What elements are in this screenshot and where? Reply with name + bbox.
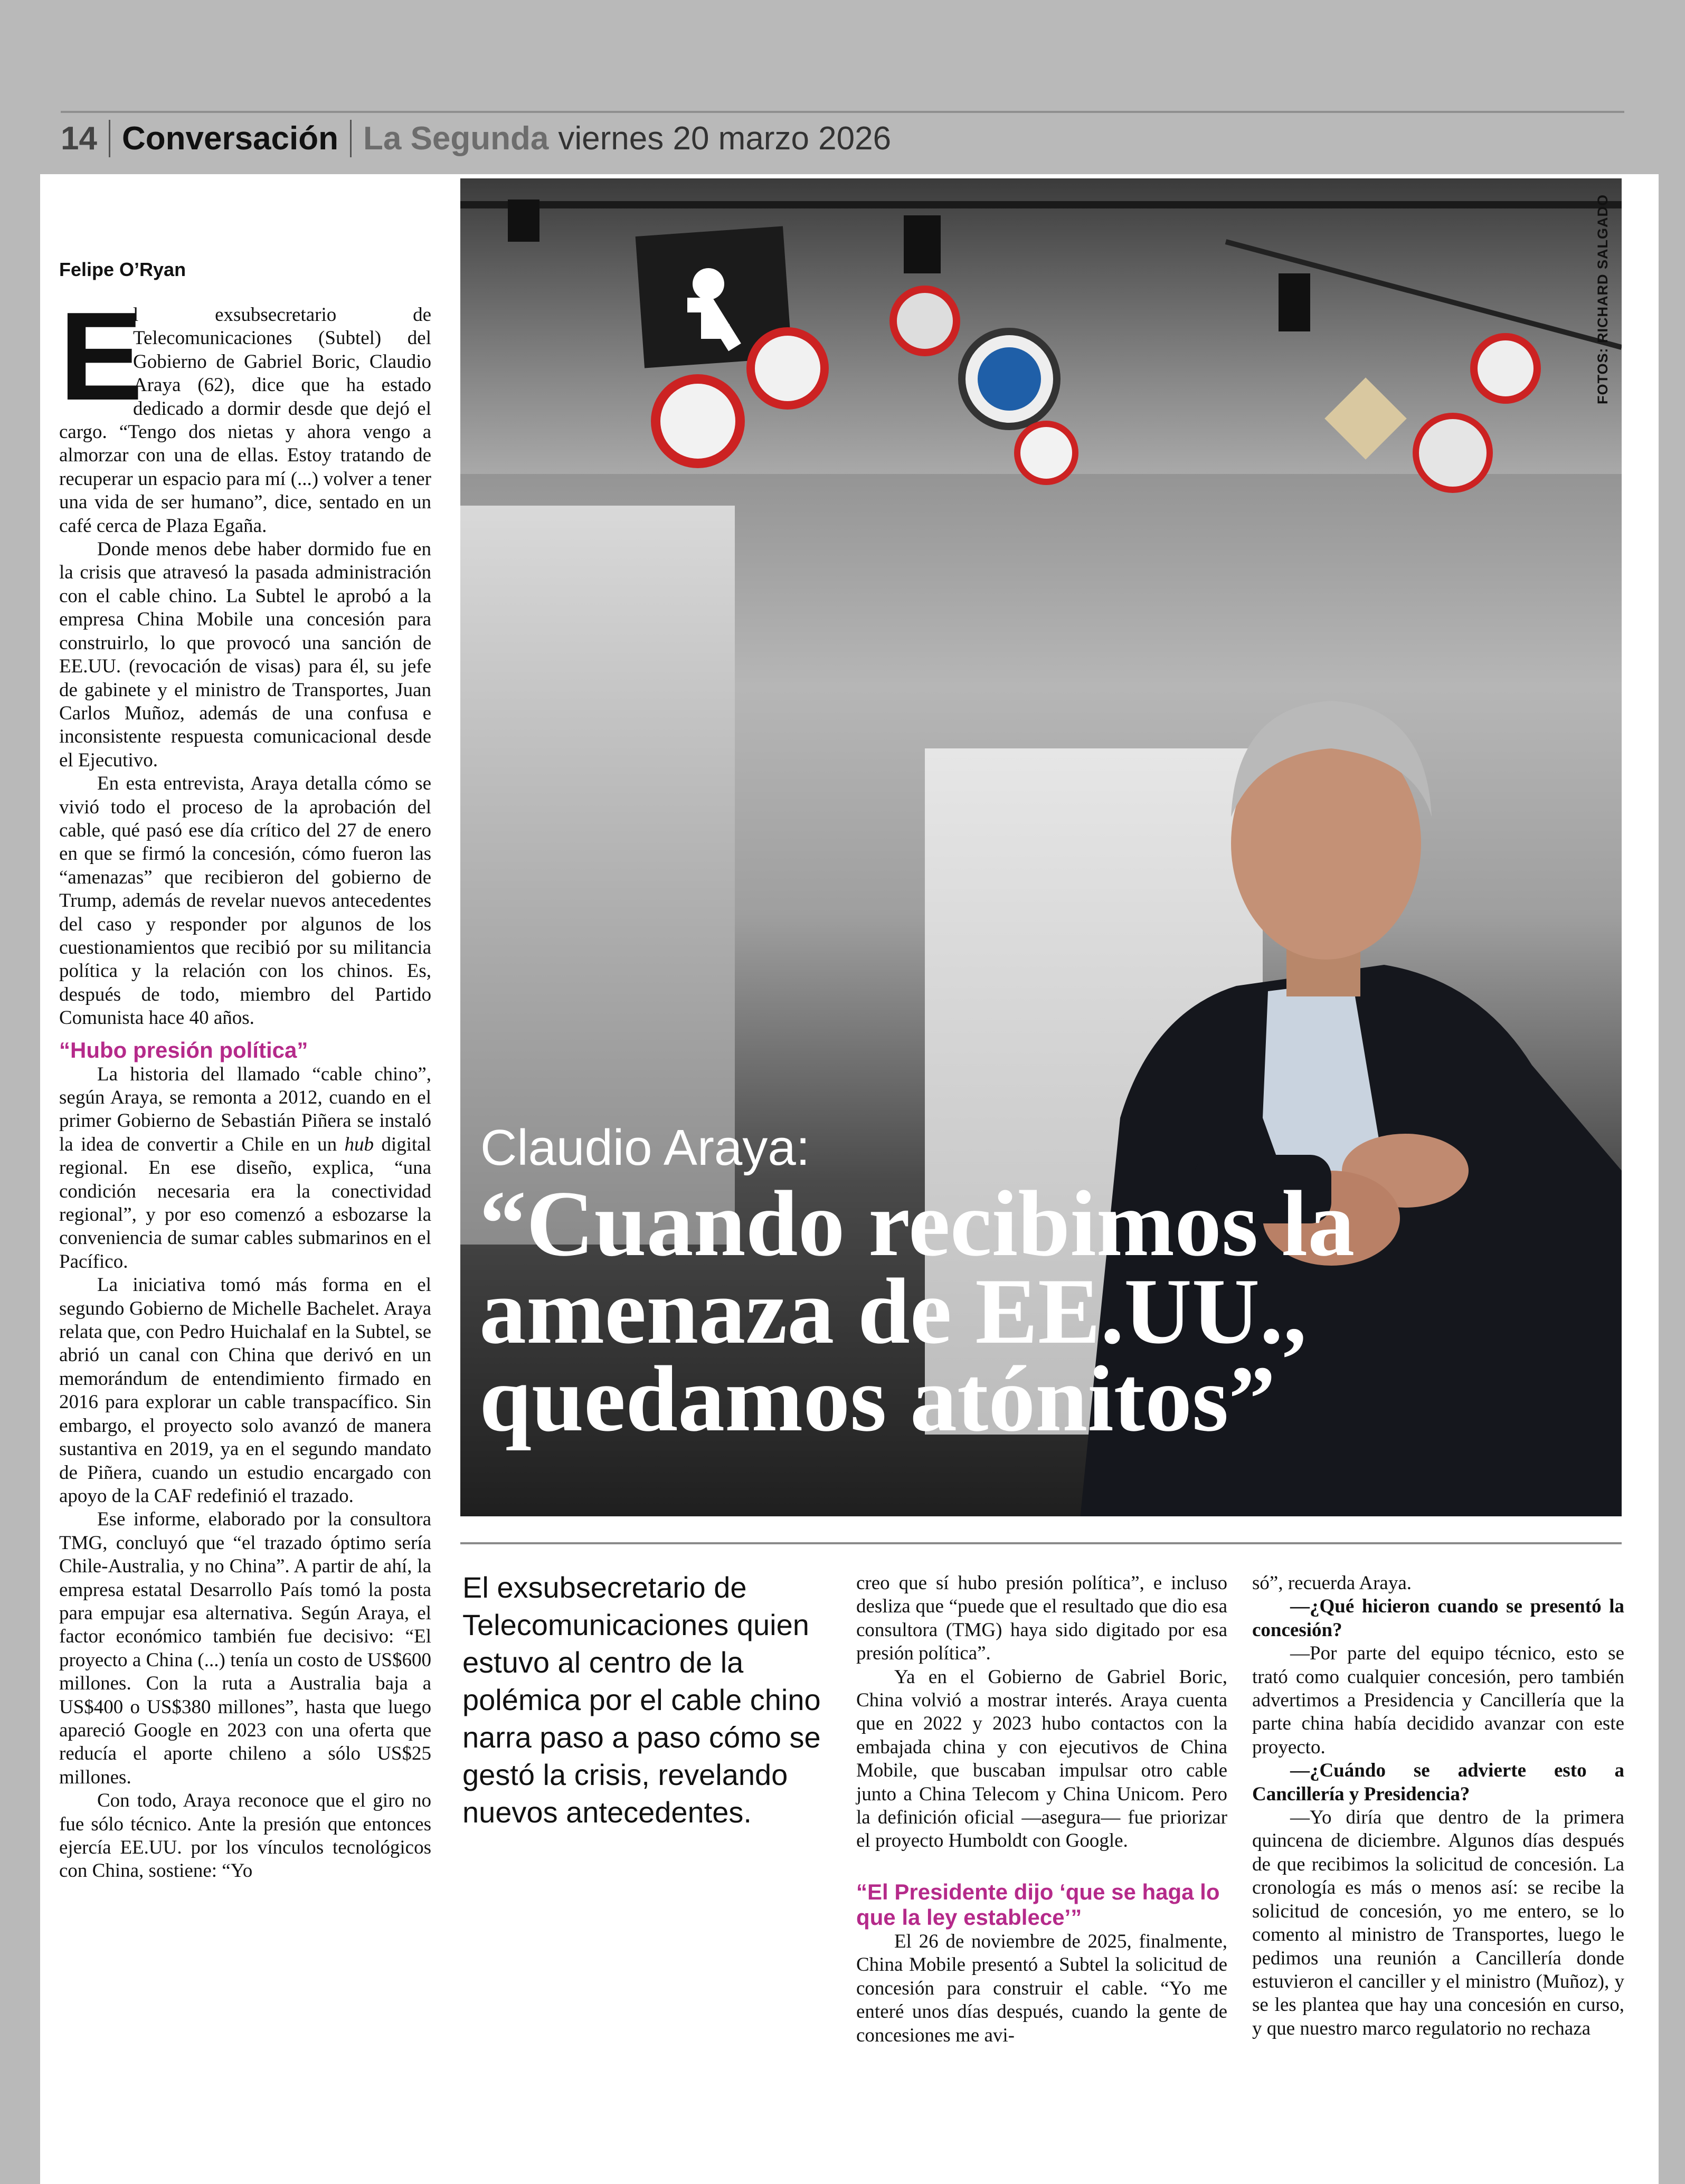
article-column-2 [856,1572,1227,2047]
page-number: 14 [61,120,110,157]
article-paragraph: La historia del llamado “cable chino”, según Araya, se remonta a 2012, cuando en el primer Gobierno de Sebastián Piñera se instaló la idea de convertir a Chile en un hub digital regional. En ese diseño, explica, “una condición necesaria era la conectividad regional”, y por eso comenzó a esbozarse la conveniencia de sumar cables submarinos en el Pacífico. [59,1063,431,1273]
article-paragraph: Ese informe, elaborado por la consultora TMG, concluyó que “el trazado óptimo sería Chile-Australia, y no China”. A partir de ahí, la empresa estatal Desarrollo País tomó la posta para empujar esa alternativa. Según Araya, el factor económico también fue decisivo: “El proyecto a China (...) tenía un costo de US$600 millones. Con la ruta a Australia baja a US$400 o US$380 millones”, hasta que luego apareció Google en 2023 con una oferta que reducía el aporte chileno a sólo US$25 millones. [59,1508,431,1788]
article-column-1 [59,287,431,1883]
headline-kicker: Claudio Araya: [480,1119,810,1176]
headline-line: amenaza de EE.UU., [479,1259,1307,1363]
article-paragraph: En esta entrevista, Araya detalla cómo se vivió todo el proceso de la aprobación del cable, qué pasó ese día crítico del 27 de enero en que se firmó la concesión, cómo fueron las “amenazas” que recibieron del gobierno de Trump, además de revelar nuevos antecedentes del caso y responder por algunos de los cuestionamientos que recibió por su militancia política y la relación con los chinos. Es, después de todo, miembro del Partido Comunista hace 40 años. [59,773,431,1029]
lead-paragraph: E l exsubsecretario de Telecomunicaciones (Subtel) del Gobierno de Gabriel Boric, Claudio Araya (62), dice que ha estado dedicado a dormir desde que dejó el cargo. “Tengo dos nietas y ahora vengo a almorzar con una de ellas. Estoy tratando de recuperar un espacio para mí (...) volver a tener una vida de ser humano”, dice, sentado en un café cerca de Plaza Egaña. [59,287,431,537]
headline [479,1171,1609,1451]
interview-answer: —Por parte del equipo técnico, esto se trató como cualquier concesión, pero también advertimos a Presidencia y Cancillería que la parte china había decidido avanzar con este proyecto. [1252,1642,1624,1758]
subheading: “El Presidente dijo ‘que se haga lo que la ley establece’” [856,1879,1220,1930]
article-column-3 [1252,1572,1624,2040]
photo-credit: FOTOS: RICHARD SALGADO [1595,194,1611,404]
drop-cap: E [59,287,143,426]
article-paragraph: Con todo, Araya reconoce que el giro no fue sólo técnico. Ante la presión que entonces ejercía EE.UU. por los vínculos tecnológicos con China, sostiene: “Yo [59,1790,431,1882]
article-paragraph: só”, recuerda Araya. [1252,1572,1412,1594]
headline-line: quedamos atónitos” [479,1346,1276,1451]
byline: Felipe O’Ryan [59,259,186,280]
article-paragraph: La iniciativa tomó más forma en el segundo Gobierno de Michelle Bachelet. Araya relata que, con Pedro Huichalaf en la Subtel, se abrió un canal con China que derivó en un memorándum de entendimiento firmado en 2016 para explorar un cable transpacífico. Sin embargo, el proyecto solo avanzó de manera sustantiva en 2019, ya en el segundo mandato de Piñera, cuando un estudio encargado con apoyo de la CAF redefinió el trazado. [59,1274,431,1507]
subheading: “Hubo presión política” [59,1037,308,1062]
article-paragraph: creo que sí hubo presión política”, e incluso desliza que “puede que el resultado que dio esa consultora (TMG) haya sido digitado por esa presión política”. [856,1572,1227,1665]
headline-line: “Cuando recibimos la [479,1171,1355,1276]
header-rule [61,111,1624,113]
ceiling-lights-illustration [460,178,1622,495]
publication-date: viernes 20 marzo 2026 [558,120,892,157]
interview-answer: —Yo diría que dentro de la primera quincena de diciembre. Algunos días después de que recibimos la solicitud de concesión. La cronología es más o menos así: se recibe la solicitud de concesión, yo me entero, se lo comento al ministro de Transportes, luego le pedimos una reunión a Cancillería donde estuvieron el canciller y el ministro (Muñoz), y se les plantea que hay una concesión en curso, y que nuestro marco regulatorio no rechaza [1252,1807,1624,2039]
article-deck: El exsubsecretario de Telecomunicaciones quien estuvo al centro de la polémica por el cable chino narra paso a paso cómo se gestó la crisis, revelando nuevos antecedentes. [462,1571,821,1829]
interview-question: —¿Qué hicieron cuando se presentó la concesión? [1252,1596,1624,1641]
article-paragraph: El 26 de noviembre de 2025, finalmente, China Mobile presentó a Subtel la solicitud de concesión para construir el cable. “Yo me enteré unos días después, cuando la gente de concesiones me avi- [856,1930,1227,2046]
page-header [61,117,891,159]
interview-question: —¿Cuándo se advierte esto a Cancillería y Presidencia? [1252,1760,1624,1805]
section-name: Conversación [122,120,352,157]
publication-name: La Segunda [363,120,549,157]
section-divider [460,1542,1622,1544]
article-paragraph: Ya en el Gobierno de Gabriel Boric, China volvió a mostrar interés. Araya cuenta que en 2022 y 2023 hubo contactos con la embajada china y con ejecutivos de China Mobile, que buscaban impulsar otro cable junto a China Telecom y China Unicom. Pero la definición oficial —asegura— fue priorizar el proyecto Humboldt con Google. [856,1666,1227,1852]
article-paragraph: Donde menos debe haber dormido fue en la crisis que atravesó la pasada administración con el cable chino. La Subtel le aprobó a la empresa China Mobile una concesión para construirlo, lo que provocó una sanción de EE.UU. (revocación de visas) para él, su jefe de gabinete y el ministro de Transportes, Juan Carlos Muñoz, además de una confusa e inconsistente respuesta comunicacional desde el Ejecutivo. [59,538,431,771]
